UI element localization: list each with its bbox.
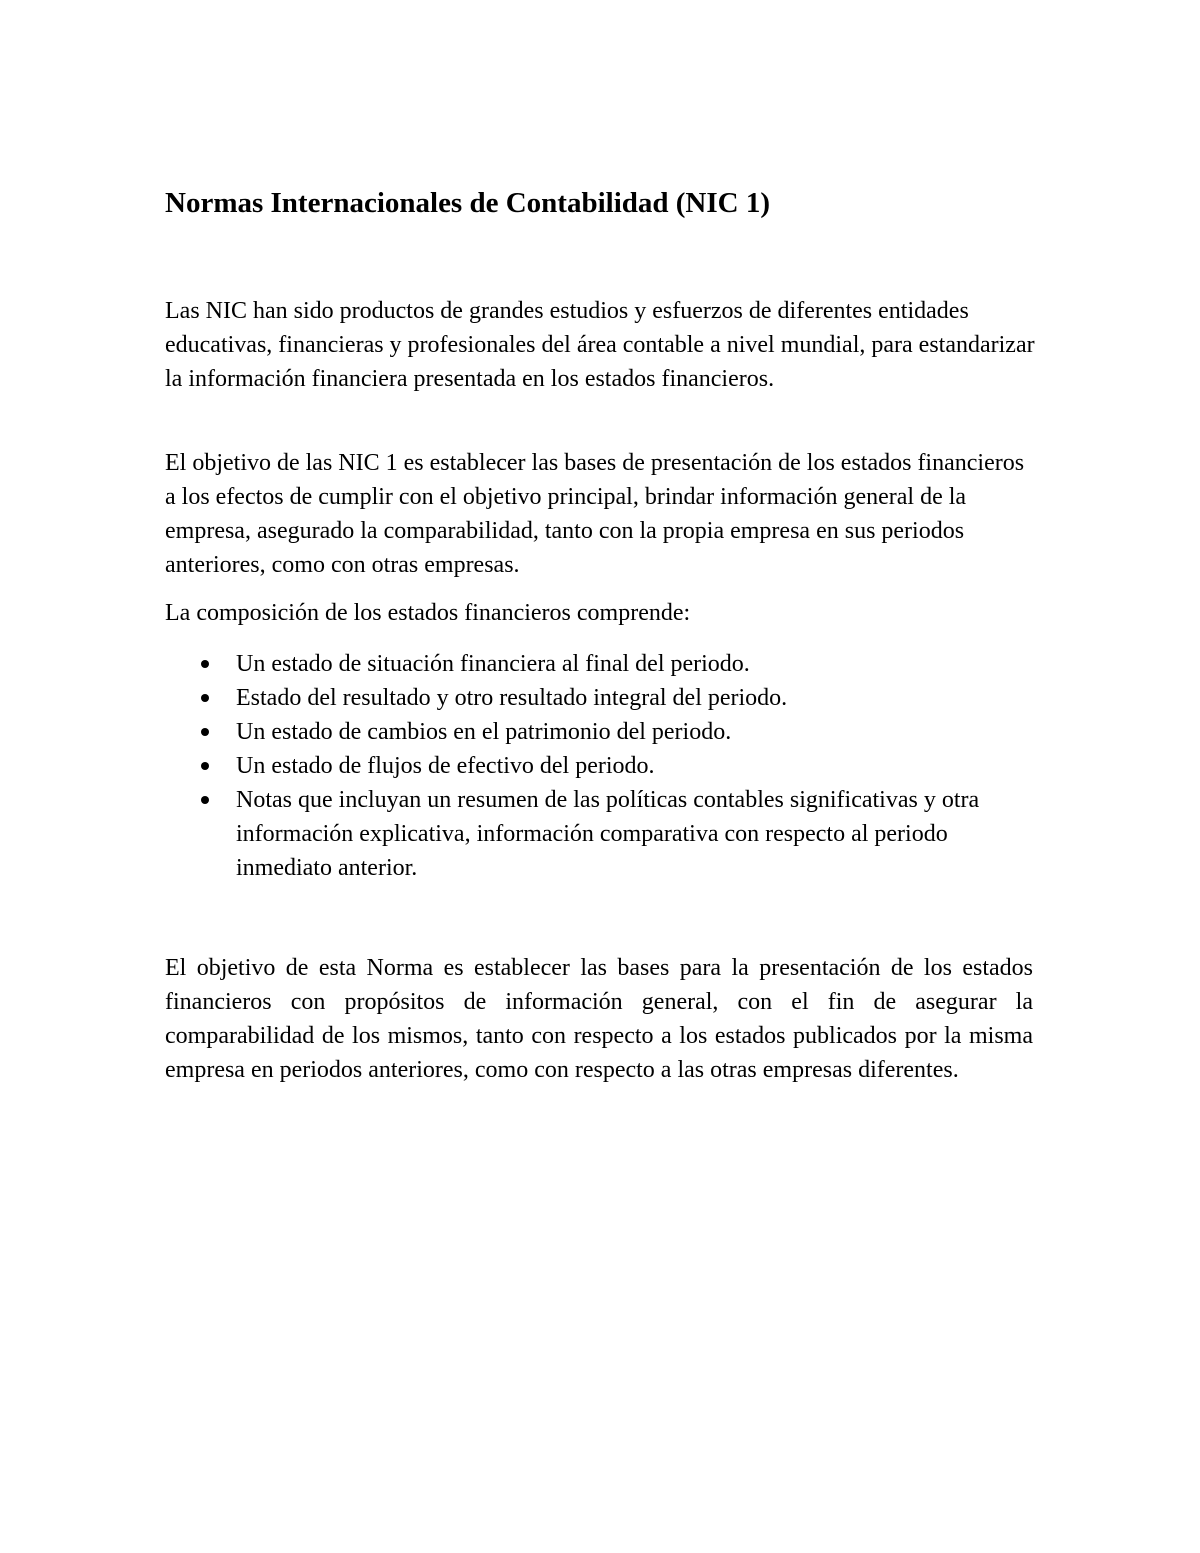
objective-paragraph: El objetivo de las NIC 1 es establecer las bases de presentación de los estados financieros a los efectos de cumplir con el objetivo principal, brindar información general de la empresa, asegurado la comparabilidad, tanto con la propia empresa en sus periodos anteriores, como con otras empresas. (165, 450, 1025, 578)
closing-paragraph: El objetivo de esta Norma es establecer las bases para la presentación de los estados financieros con propósitos de información general, con el fin de asegurar la comparabilidad de los mismos, tanto con respecto a los estados publicados por la misma empresa en periodos anteriores, como con respecto a las otras empresas diferentes. (165, 955, 1033, 1083)
list-item: Un estado de cambios en el patrimonio del periodo. (165, 715, 1035, 749)
list-item: Estado del resultado y otro resultado integral del periodo. (165, 681, 1035, 715)
list-item: Un estado de flujos de efectivo del periodo. (165, 749, 1035, 783)
intro-paragraph: Las NIC han sido productos de grandes estudios y esfuerzos de diferentes entidades educativas, financieras y profesionales del área contable a nivel mundial, para estandarizar la información financiera presentada en los estados financieros. (165, 298, 1035, 392)
list-item: Notas que incluyan un resumen de las políticas contables significativas y otra información explicativa, información comparativa con respecto al periodo inmediato anterior. (165, 783, 1035, 885)
composition-paragraph: La composición de los estados financieros comprende: (165, 600, 691, 626)
financial-statements-list (165, 647, 1035, 885)
list-item: Un estado de situación financiera al final del periodo. (165, 647, 1035, 681)
document-title: Normas Internacionales de Contabilidad (NIC 1) (165, 187, 770, 219)
